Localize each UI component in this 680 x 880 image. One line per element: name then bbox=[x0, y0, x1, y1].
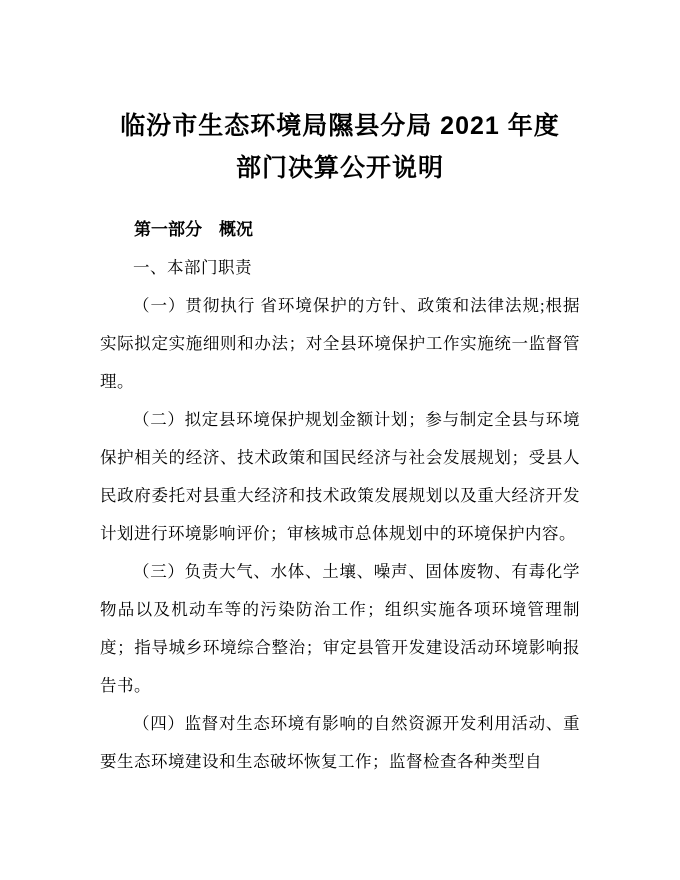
body-paragraph: 一、本部门职责 bbox=[133, 258, 252, 277]
document-body bbox=[100, 249, 580, 781]
document-title-line-2: 部门决算公开说明 bbox=[235, 154, 444, 182]
document-title bbox=[100, 105, 580, 189]
body-paragraph: （一）贯彻执行 省环境保护的方针、政策和法律法规;根据实际拟定实施细则和办法；对全县环境保护工作实施统一监督管理。 bbox=[100, 296, 580, 391]
document-title-line-1: 临汾市生态环境局隰县分局 2021 年度 bbox=[120, 112, 560, 140]
body-paragraph: （四）监督对生态环境有影响的自然资源开发利用活动、重要生态环境建设和生态破坏恢复工作；监督检查各种类型自 bbox=[100, 714, 580, 771]
body-paragraph: （三）负责大气、水体、土壤、噪声、固体废物、有毒化学物品以及机动车等的污染防治工作；组织实施各项环境管理制度；指导城乡环境综合整治；审定县管开发建设活动环境影响报告书。 bbox=[100, 562, 580, 695]
section-heading-part-one: 第一部分 概况 bbox=[134, 220, 253, 239]
body-paragraph: （二）拟定县环境保护规划金额计划；参与制定全县与环境保护相关的经济、技术政策和国民经济与社会发展规划；受县人民政府委托对县重大经济和技术政策发展规划以及重大经济开发计划进行环境影响评价；审核城市总体规划中的环境保护内容。 bbox=[100, 410, 580, 543]
